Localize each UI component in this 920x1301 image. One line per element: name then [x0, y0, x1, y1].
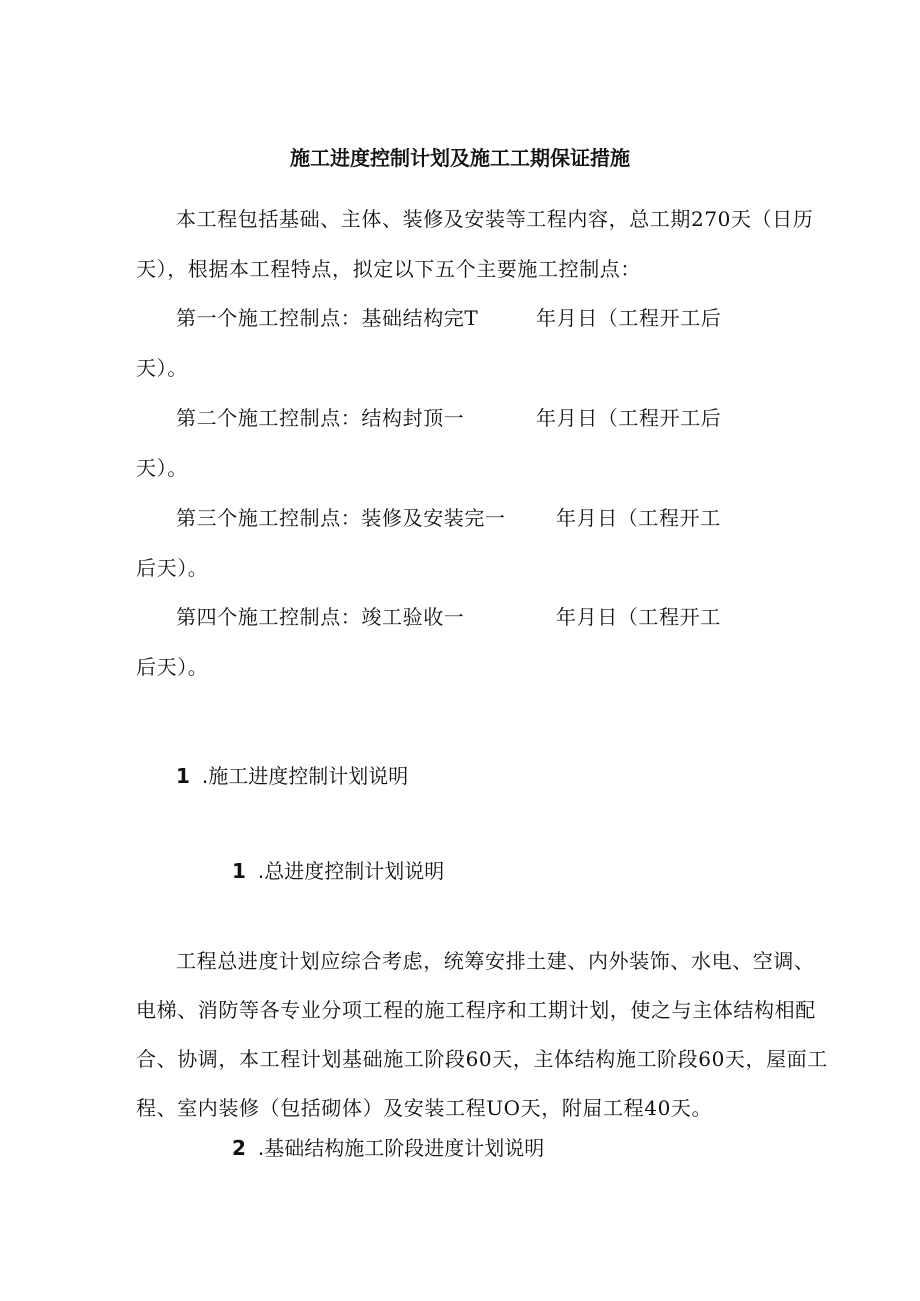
control-point-4-date: 年月日（工程开工 — [556, 605, 721, 629]
control-point-2-label: 第二个施工控制点：结构封顶一 — [176, 406, 465, 430]
subsection-2-title: .基础结构施工阶段进度计划说明 — [257, 1136, 545, 1160]
paragraph-line-3: 合、协调，本工程计划基础施工阶段60天，主体结构施工阶段60天，屋面工 — [136, 1047, 828, 1071]
subsection-2-heading — [232, 1132, 544, 1161]
control-point-4-label: 第四个施工控制点：竣工验收一 — [176, 605, 465, 629]
subsection-1-number: 1 — [232, 859, 246, 883]
intro-line-2: 天），根据本工程特点，拟定以下五个主要施工控制点： — [136, 257, 641, 281]
subsection-2-number: 2 — [232, 1136, 246, 1160]
control-point-1-tail: 天）。 — [136, 356, 188, 380]
subsection-1-title: .总进度控制计划说明 — [257, 859, 445, 883]
paragraph-line-4: 程、室内装修（包括砌体）及安装工程UO天，附屇工程40天。 — [136, 1096, 713, 1120]
section-1-number: 1 — [176, 764, 190, 788]
control-point-2-tail: 天）。 — [136, 456, 188, 480]
control-point-1-label: 第一个施工控制点：基础结构完T — [176, 306, 479, 330]
document-title: 施工进度控制计划及施工工期保证措施 — [290, 146, 630, 170]
control-point-1-date: 年月日（工程开工后 — [536, 306, 722, 330]
paragraph-line-1: 工程总进度计划应综合考虑，统筹安排土建、内外装饰、水电、空调、 — [176, 949, 815, 973]
section-1-heading — [176, 760, 408, 789]
section-1-title: .施工进度控制计划说明 — [201, 764, 409, 788]
control-point-3-label: 第三个施工控制点：装修及安装完一 — [176, 506, 506, 530]
subsection-1-heading — [232, 855, 444, 884]
intro-line-1: 本工程包括基础、主体、装修及安装等工程内容，总工期270天（日历 — [176, 207, 814, 231]
control-point-4-tail: 后天）。 — [136, 655, 209, 679]
paragraph-line-2: 电梯、消防等各专业分项工程的施工程序和工期计划，使之与主体结构相配 — [136, 998, 816, 1022]
control-point-2-date: 年月日（工程开工后 — [536, 406, 722, 430]
control-point-3-date: 年月日（工程开工 — [556, 506, 721, 530]
control-point-3-tail: 后天）。 — [136, 556, 209, 580]
